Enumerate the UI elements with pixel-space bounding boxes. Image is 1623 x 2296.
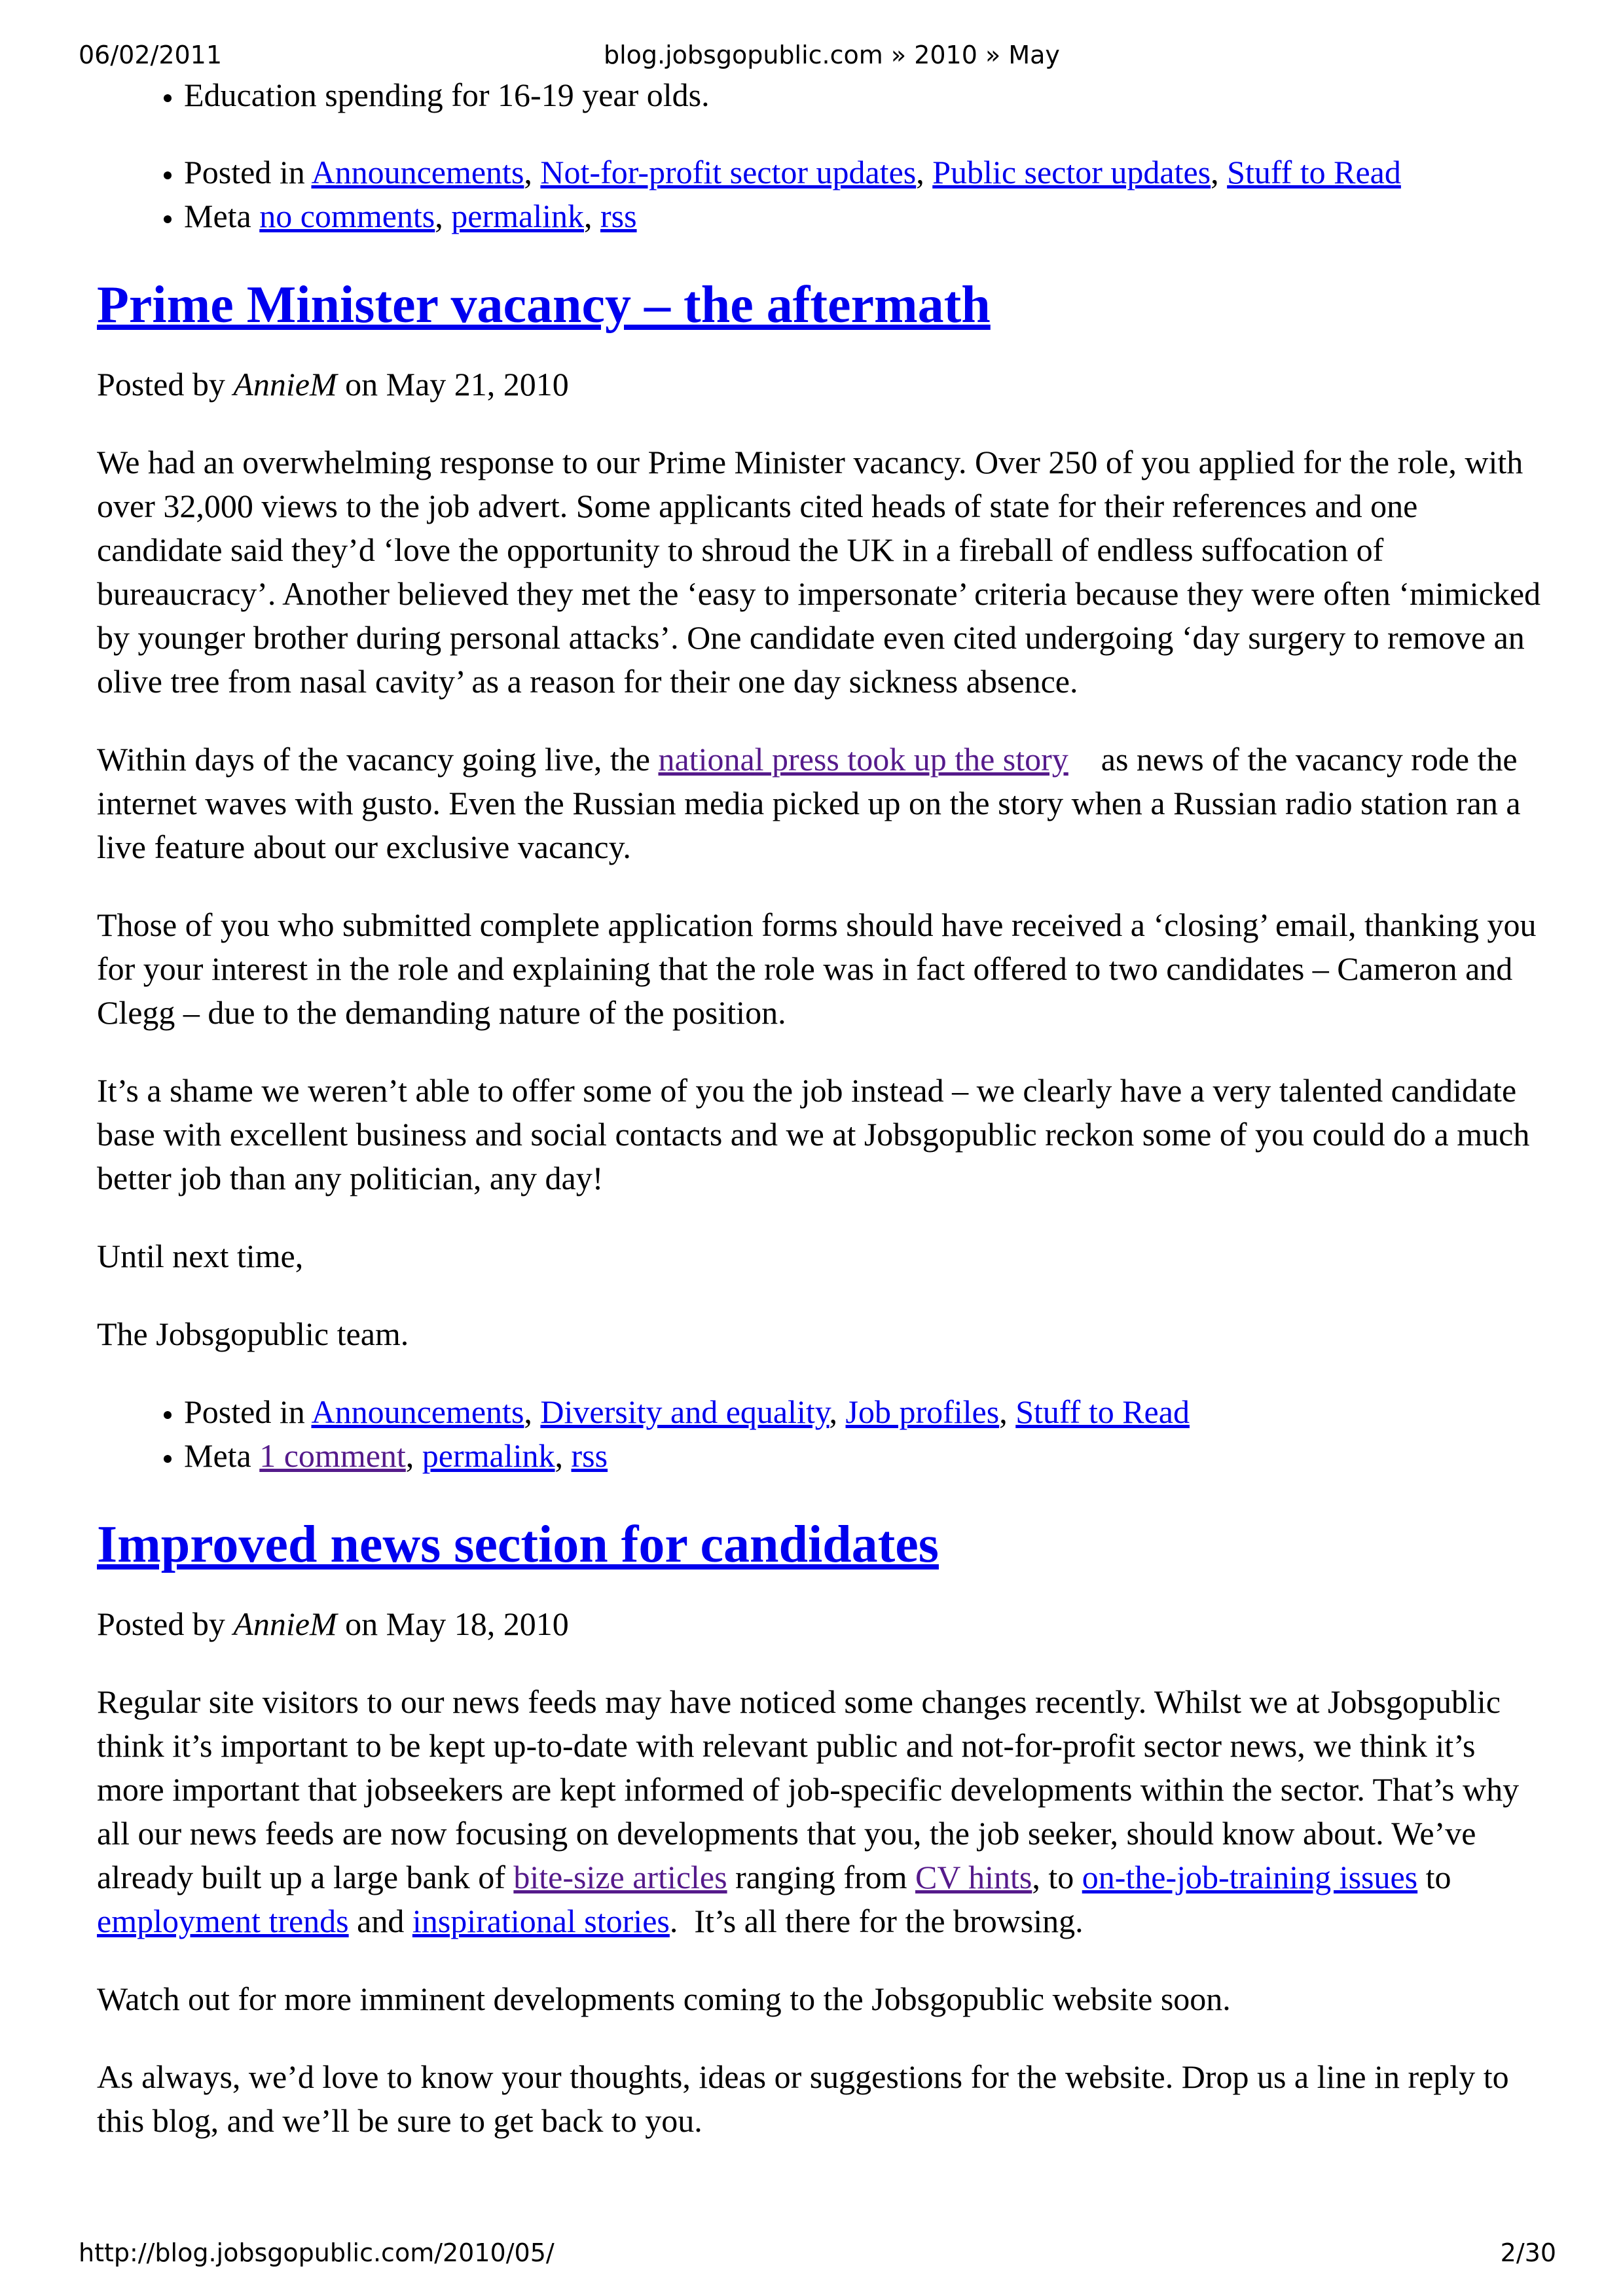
byline-prefix: Posted by (97, 1605, 234, 1642)
posted-in-label: Posted in (184, 154, 312, 190)
post-byline (97, 363, 1544, 406)
permalink-link[interactable]: permalink (451, 198, 584, 234)
comments-link[interactable]: no comments (259, 198, 435, 234)
blog-content (97, 73, 1544, 2143)
press-story-link[interactable]: national press took up the story (658, 741, 1068, 778)
permalink-link[interactable]: permalink (422, 1437, 555, 1474)
category-link[interactable]: Job profiles (845, 1393, 1000, 1430)
employment-trends-link[interactable]: employment trends (97, 1903, 349, 1939)
prev-post-list (97, 73, 1544, 117)
prev-post-meta (97, 151, 1544, 238)
meta-row: • Meta no comments, permalink, rss (184, 194, 1544, 238)
paragraph (97, 1680, 1544, 1943)
post-byline (97, 1602, 1544, 1646)
post-title-link[interactable]: Prime Minister vacancy – the aftermath (97, 276, 991, 334)
paragraph: Watch out for more imminent developments coming to the Jobsgopublic website soon. (97, 1981, 1231, 2017)
post-meta (97, 1390, 1544, 1478)
cv-hints-link[interactable]: CV hints (915, 1859, 1032, 1895)
category-link[interactable]: Public sector updates (932, 154, 1211, 190)
meta-label: Meta (184, 1437, 260, 1474)
meta-row: • Meta 1 comment, permalink, rss (184, 1434, 1544, 1478)
post-author: AnnieM (233, 366, 337, 403)
category-link[interactable]: Diversity and equality (540, 1393, 830, 1430)
paragraph: Those of you who submitted complete application forms should have received a ‘closing’ email, thanking you for your interest in the role and explaining that the role was in fact offered to two candidates – Cameron and Clegg – due to the demanding nature of the position. (97, 906, 1537, 1031)
post-title (97, 272, 1544, 338)
posted-in-row: • Posted in Announcements, Not-for-profit sector updates, Public sector updates, Stuff to Read (184, 151, 1544, 194)
rss-link[interactable]: rss (600, 198, 637, 234)
text-run: and (348, 1903, 412, 1939)
text-run: ranging from (727, 1859, 916, 1895)
text-run: as news of the vacancy rode the internet waves with gusto. Even the Russian media picked up on the story when a Russian radio station ran a live feature about our exclusive vacancy. (97, 741, 1529, 865)
paragraph: Until next time, (97, 1238, 304, 1274)
rss-link[interactable]: rss (571, 1437, 608, 1474)
post-date: on May 21, 2010 (337, 366, 569, 403)
on-the-job-training-link[interactable]: on-the-job-training issues (1082, 1859, 1418, 1895)
category-link[interactable]: Stuff to Read (1227, 154, 1401, 190)
post-title (97, 1512, 1544, 1577)
paragraph (97, 738, 1544, 869)
text-run: , to (1032, 1859, 1082, 1895)
print-header-date: 06/02/2011 (79, 41, 223, 69)
list-item: • Education spending for 16-19 year olds. (184, 73, 1544, 117)
print-footer-url: http://blog.jobsgopublic.com/2010/05/ (79, 2238, 555, 2267)
inspirational-stories-link[interactable]: inspirational stories (412, 1903, 670, 1939)
text-run: to (1417, 1859, 1451, 1895)
post-date: on May 18, 2010 (337, 1605, 569, 1642)
paragraph: The Jobsgopublic team. (97, 1316, 409, 1352)
comments-link[interactable]: 1 comment (259, 1437, 406, 1474)
posted-in-row: • Posted in Announcements, Diversity and equality, Job profiles, Stuff to Read (184, 1390, 1544, 1434)
paragraph: We had an overwhelming response to our Prime Minister vacancy. Over 250 of you applied for the role, with over 32,000 views to the job advert. Some applicants cited heads of state for their references and one candidate said they’d ‘love the opportunity to shroud the UK in a fireball of endless suffocation of bureaucracy’. Another believed they met the ‘easy to impersonate’ criteria because they were often ‘mimicked by younger brother during personal attacks’. One candidate even cited undergoing ‘day surgery to remove an olive tree from nasal cavity’ as a reason for their one day sickness absence. (97, 444, 1541, 700)
text-run: Within days of the vacancy going live, the (97, 741, 659, 778)
category-link[interactable]: Not-for-profit sector updates (540, 154, 917, 190)
text-run: . It’s all there for the browsing. (669, 1903, 1084, 1939)
category-link[interactable]: Stuff to Read (1015, 1393, 1190, 1430)
meta-label: Meta (184, 198, 260, 234)
paragraph: As always, we’d love to know your thoughts, ideas or suggestions for the website. Drop us a line in reply to this blog, and we’ll be sure to get back to you. (97, 2058, 1509, 2139)
posted-in-label: Posted in (184, 1393, 312, 1430)
print-footer-page-number: 2/30 (1500, 2238, 1556, 2267)
bite-size-articles-link[interactable]: bite-size articles (513, 1859, 727, 1895)
text-run: Regular site visitors to our news feeds may have noticed some changes recently. Whilst we at Jobsgopublic think it’s important to be kept up-to-date with relevant public and not-for-profit sector news, we think it’s more important that jobseekers are kept informed of job-specific developments within the sector. That’s why all our news feeds are now focusing on developments that you, the job seeker, should know about. We’ve already built up a large bank of (97, 1683, 1520, 1895)
post-author: AnnieM (233, 1605, 337, 1642)
byline-prefix: Posted by (97, 366, 234, 403)
print-header-title: blog.jobsgopublic.com » 2010 » May (604, 41, 1060, 69)
post-title-link[interactable]: Improved news section for candidates (97, 1516, 939, 1573)
paragraph: It’s a shame we weren’t able to offer some of you the job instead – we clearly have a very talented candidate base with excellent business and social contacts and we at Jobsgopublic reckon some of you could do a much better job than any politician, any day! (97, 1072, 1530, 1196)
category-link[interactable]: Announcements (311, 1393, 524, 1430)
category-link[interactable]: Announcements (311, 154, 524, 190)
